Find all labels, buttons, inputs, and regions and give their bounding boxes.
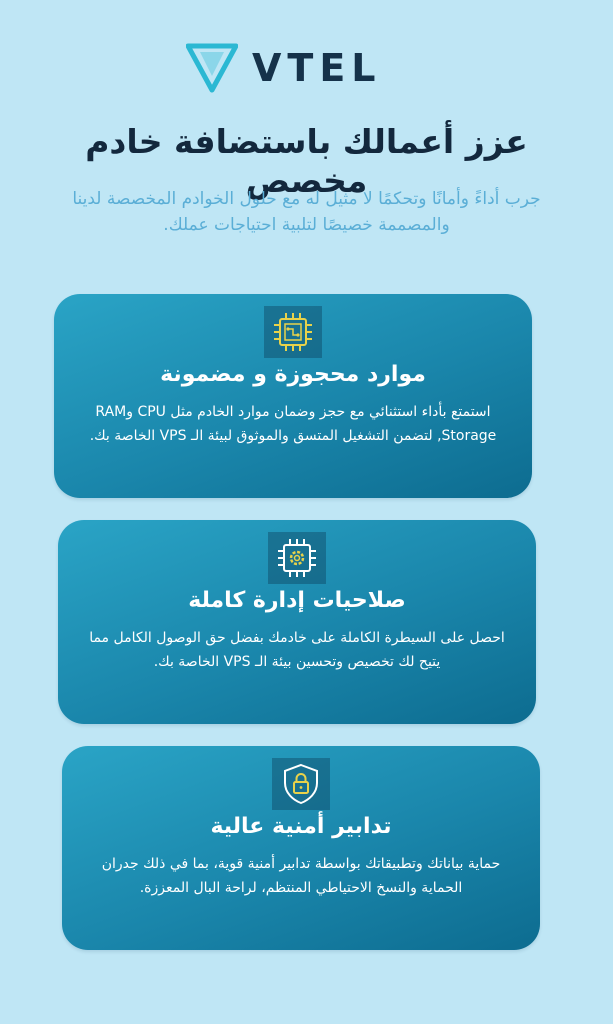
- brand-name: VTEL: [252, 46, 382, 90]
- shield-lock-icon: [272, 758, 330, 810]
- vtel-logo-icon: [186, 42, 238, 94]
- card-description: حماية بياناتك وتطبيقاتك بواسطة تدابير أمنية قوية، بما في ذلك جدران الحماية والنسخ الاحتياطي المنتظم، لراحة البال المعززة.: [101, 856, 501, 896]
- page-subtitle: جرب أداءً وأمانًا وتحكمًا لا مثيل له مع حلول الخوادم المخصصة لدينا والمصممة خصيصًا لتلبية احتياجات عملك.: [72, 189, 541, 235]
- card-description: احصل على السيطرة الكاملة على خادمك بفضل حق الوصول الكامل مما يتيح لك تخصيص وتحسين بيئة الـ VPS الخاصة بك.: [89, 630, 505, 670]
- feature-card-high-security: [62, 746, 540, 950]
- page-title: عزز أعمالك باستضافة خادم مخصص: [85, 122, 528, 200]
- card-title: تدابير أمنية عالية: [210, 814, 392, 839]
- feature-card-reserved-resources: [54, 294, 532, 498]
- card-title: صلاحيات إدارة كاملة: [188, 588, 406, 613]
- card-description: استمتع بأداء استثنائي مع حجز وضمان موارد الخادم مثل CPU وRAM ,Storage لتضمن التشغيل المتسق والموثوق لبيئة الـ VPS الخاصة بك.: [89, 404, 497, 444]
- circuit-chip-icon: [264, 306, 322, 358]
- gear-chip-icon: [268, 532, 326, 584]
- feature-card-full-admin: [58, 520, 536, 724]
- brand-logo: [186, 40, 386, 96]
- card-title: موارد محجوزة و مضمونة: [160, 362, 426, 387]
